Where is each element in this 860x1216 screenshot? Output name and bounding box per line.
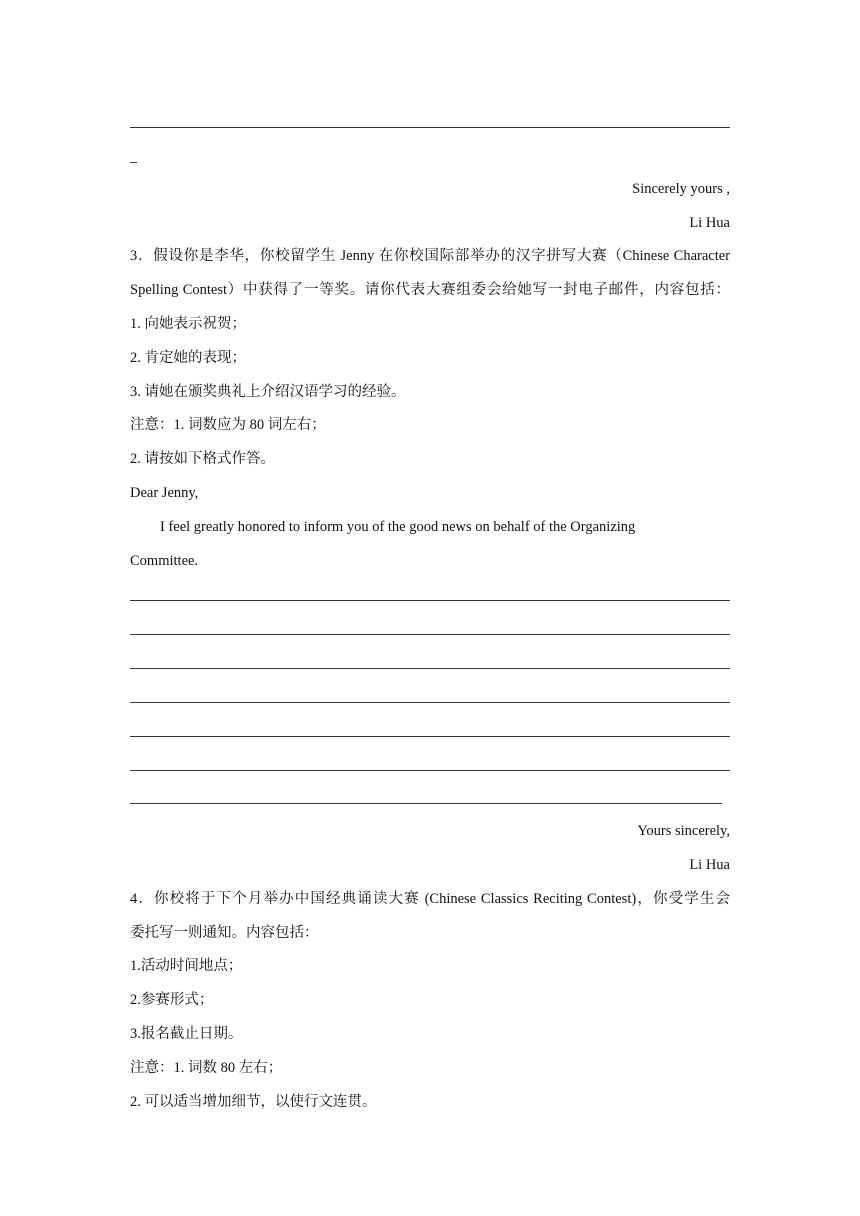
q3-signature: Li Hua	[689, 857, 730, 873]
opening-line-1: I feel greatly honored to inform you of the good news on behalf of the Organizing	[160, 519, 636, 535]
answer-line-fragment	[130, 162, 137, 163]
sign-off: Sincerely yours ,	[632, 181, 730, 197]
q4-item-3: 3.报名截止日期。	[130, 1026, 243, 1042]
answer-line	[130, 668, 730, 669]
answer-line	[130, 803, 722, 804]
q3-prompt-line-1: 3．假设你是李华，你校留学生 Jenny 在你校国际部举办的汉字拼写大赛（Chinese Character	[130, 248, 730, 264]
q4-item-2: 2.参赛形式；	[130, 992, 214, 1008]
answer-line	[130, 702, 730, 703]
q3-item-2: 2. 肯定她的表现；	[130, 350, 246, 366]
answer-line	[130, 600, 730, 601]
q3-item-3: 3. 请她在颁奖典礼上介绍汉语学习的经验。	[130, 384, 406, 400]
q3-prompt-line-2: Spelling Contest）中获得了一等奖。请你代表大赛组委会给她写一封电子邮件，内容包括：	[130, 282, 730, 298]
answer-line	[130, 736, 730, 737]
salutation: Dear Jenny,	[130, 485, 199, 501]
answer-line	[130, 634, 730, 635]
q4-note-2: 2. 可以适当增加细节，以使行文连贯。	[130, 1094, 377, 1110]
q3-note-1: 注意：1. 词数应为 80 词左右；	[130, 417, 326, 433]
q4-note-1: 注意：1. 词数 80 左右；	[130, 1060, 283, 1076]
q4-prompt-line-2: 委托写一则通知。内容包括：	[130, 925, 319, 941]
q4-item-1: 1.活动时间地点；	[130, 958, 243, 974]
q3-note-2: 2. 请按如下格式作答。	[130, 451, 275, 467]
answer-line	[130, 770, 730, 771]
q4-prompt-line-1: 4．你校将于下个月举办中国经典诵读大赛 (Chinese Classics Reciting Contest)，你受学生会	[130, 891, 730, 907]
signature: Li Hua	[689, 215, 730, 231]
answer-line	[130, 127, 730, 128]
q3-item-1: 1. 向她表示祝贺；	[130, 316, 246, 332]
q3-sign-off: Yours sincerely,	[637, 823, 730, 839]
opening-line-2: Committee.	[130, 553, 199, 569]
